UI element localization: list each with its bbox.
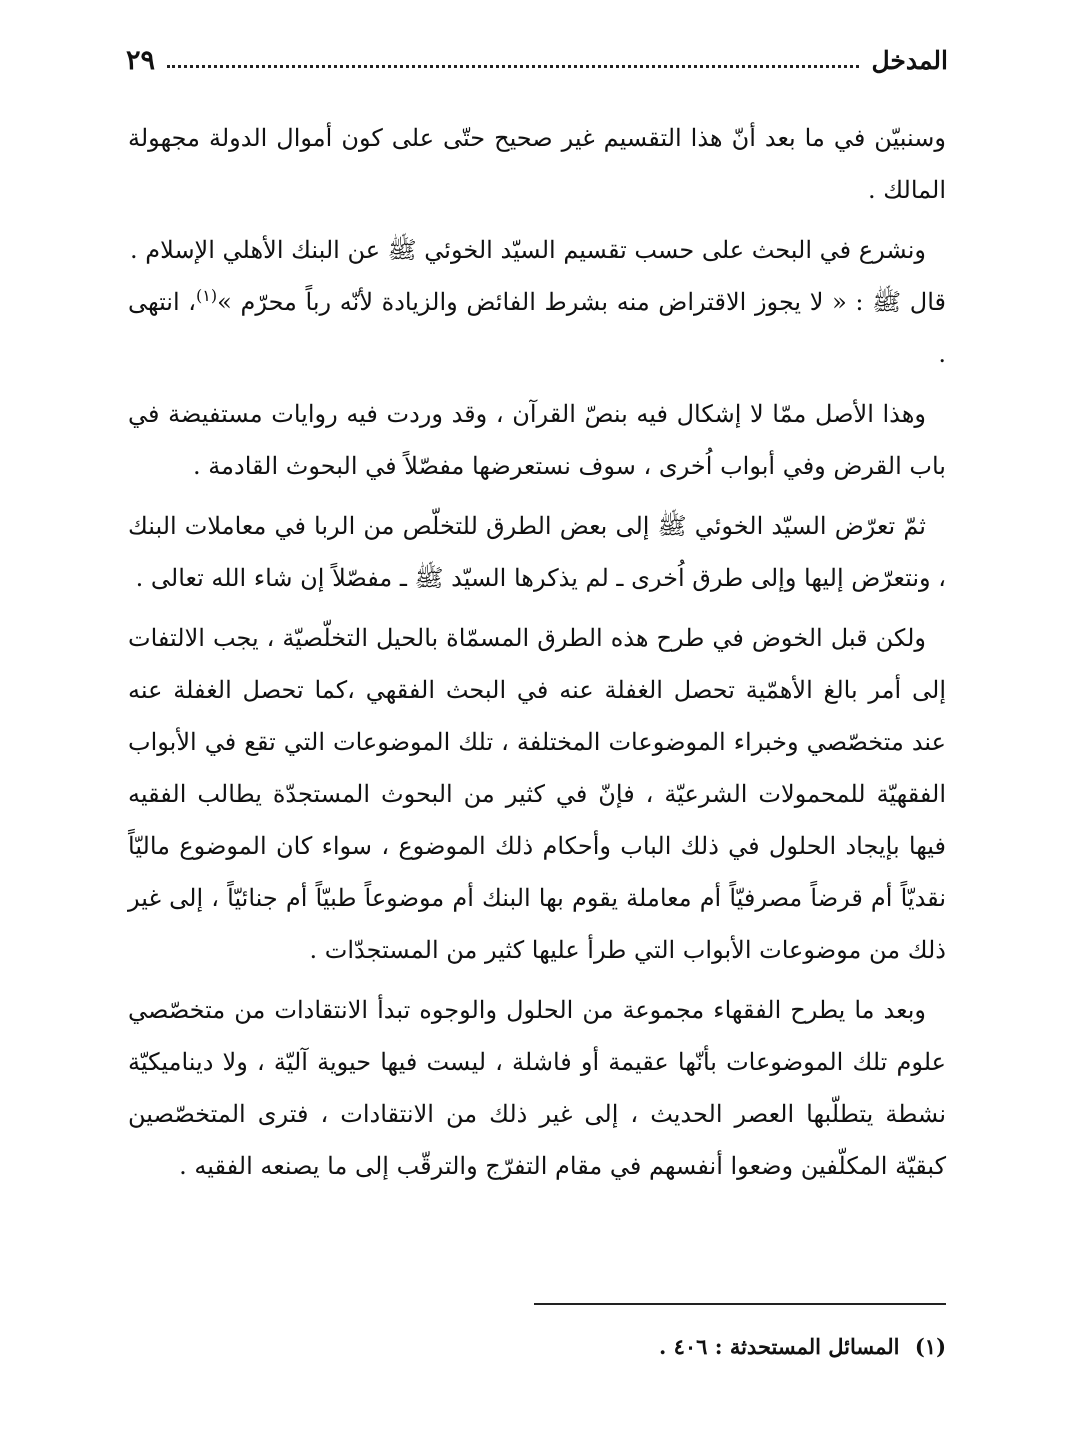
footnote-separator: [534, 1303, 946, 1305]
footnote: [128, 1327, 946, 1367]
chapter-title: المدخل: [871, 45, 948, 75]
footnote-text: المسائل المستحدثة : ٤٠٦ .: [658, 1334, 900, 1359]
footnote-reference[interactable]: (١): [196, 286, 218, 305]
paragraph-2: ونشرع في البحث على حسب تقسيم السيّد الخوئي ﷺ عن البنك الأهلي الإسلام .: [130, 236, 926, 264]
paragraph-1: وسنبيّن في ما بعد أنّ هذا التقسيم غير صحيح حتّى على كون أموال الدولة مجهولة المالك .: [128, 124, 946, 204]
paragraph-5: ولكن قبل الخوض في طرح هذه الطرق المسمّاة بالحيل التخلّصيّة ، يجب الالتفات إلى أمر بالغ الأهمّية تحصل الغفلة عنه في البحث الفقهي ،كما تحصل الغفلة عنه عند متخصّصي وخبراء الموضوعات المختلفة ، تلك الموضوعات التي تقع في الأبواب الفقهيّة للمحمولات الشرعيّة ، فإنّ في كثير من البحوث المستجدّة يطالب الفقيه فيها بإيجاد الحلول في ذلك الباب وأحكام ذلك الموضوع ، سواء كان الموضوع ماليّاً نقديّاً أم قرضاً مصرفيّاً أم معاملة يقوم بها البنك أم موضوعاً طبيّاً أم جنائيّاً ، إلى غير ذلك من موضوعات الأبواب التي طرأ عليها كثير من المستجدّات .: [128, 624, 946, 964]
paragraph-4: ثمّ تعرّض السيّد الخوئي ﷺ إلى بعض الطرق للتخلّص من الربا في معاملات البنك ، ونتعرّض إليها وإلى طرق اُخرى ـ لم يذكرها السيّد ﷺ ـ مفصّلاً إن شاء الله تعالى .: [128, 512, 946, 592]
footnote-number: (١): [914, 1334, 946, 1359]
quote-text: قال ﷺ : « لا يجوز الاقتراض منه بشرط الفائض والزيادة لأنّه رباً محرّم »: [217, 288, 947, 316]
body-text: [128, 112, 946, 1200]
paragraph-6: وبعد ما يطرح الفقهاء مجموعة من الحلول والوجوه تبدأ الانتقادات من متخصّصي علوم تلك الموضوعات بأنّها عقيمة أو فاشلة ، ليست فيها حيوية آليّة ، ولا ديناميكيّة نشطة يتطلّبها العصر الحديث ، إلى غير ذلك من الانتقادات ، فترى المتخصّصين كبقيّة المكلّفين وضعوا أنفسهم في مقام التفرّج والترقّب إلى ما يصنعه الفقيه .: [128, 996, 946, 1180]
header-dot-leader: [167, 65, 859, 68]
running-header: [126, 38, 948, 82]
paragraph-3: وهذا الأصل ممّا لا إشكال فيه بنصّ القرآن ، وقد وردت فيه روايات مستفيضة في باب القرض وفي أبواب اُخرى ، سوف نستعرضها مفصّلاً في البحوث القادمة .: [128, 400, 946, 480]
page-number: ٢٩: [126, 44, 156, 76]
quote-line: [128, 276, 946, 380]
quote-suffix: ، انتهى .: [128, 288, 946, 368]
